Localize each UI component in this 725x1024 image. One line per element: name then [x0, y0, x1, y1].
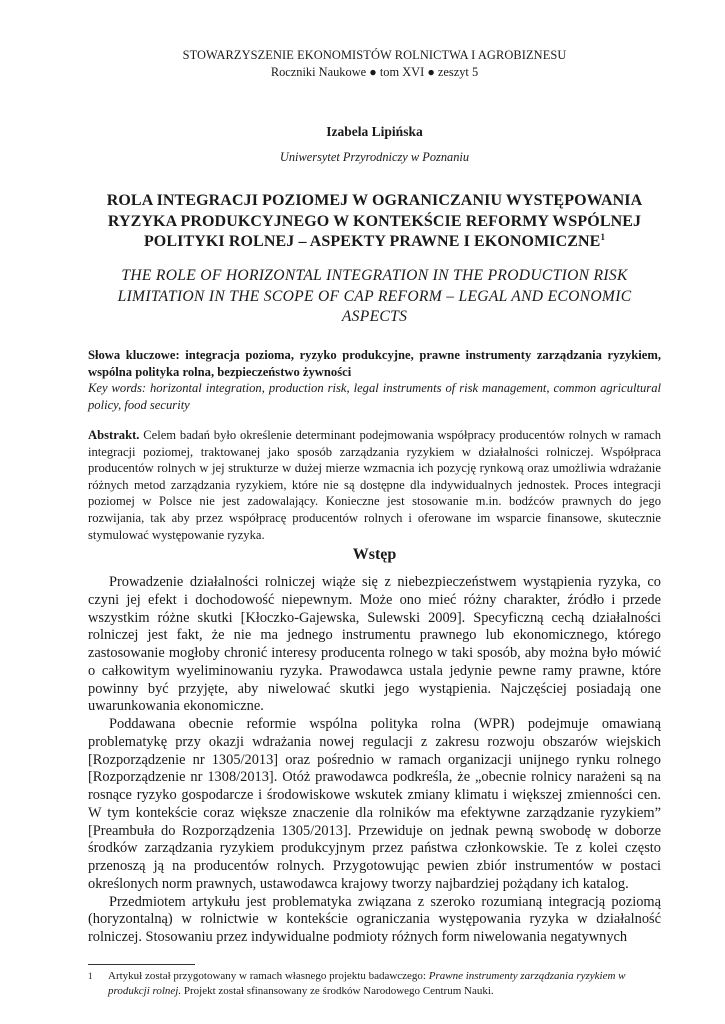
- footnote-number: 1: [88, 971, 93, 981]
- abstract: [88, 427, 661, 543]
- journal-publisher: STOWARZYSZENIE EKONOMISTÓW ROLNICTWA I AGROBIZNESU: [182, 48, 567, 62]
- title-english-line-1: THE ROLE OF HORIZONTAL INTEGRATION IN THE PRODUCTION RISK: [121, 267, 628, 284]
- abstract-label: Abstrakt.: [88, 428, 140, 442]
- footnote-project-title: Prawne instrumenty zarządzania ryzykiem w produkcji rolnej.: [108, 970, 626, 997]
- title-footnote-mark[interactable]: 1: [600, 232, 606, 242]
- title-polish-line-3-text: POLITYKI ROLNEJ – ASPEKTY PRAWNE I EKONOMICZNE: [143, 233, 601, 250]
- paragraph: Poddawana obecnie reformie wspólna polityka rolna (WPR) podejmuje omawianą problematykę przy okazji wdrażania nowej regulacji z zakresu rozwoju obszarów wiejskich [Rozporządzenie nr 1305/2013] oraz pośrednio w ramach organizacji unijnego rynku rolnego [Rozporządzenie nr 1308/2013]. Otóż prawodawca podkreśla, że „obecnie rolnicy narażeni są na rosnące ryzyko gospodarcze i środowiskowe wskutek zmiany klimatu i większej zmienności cen. W tym kontekście coraz większe znaczenie dla rolników ma efektywne zarządzanie ryzykiem” [Preambuła do Rozporządzenia 1305/2013]. Przewiduje on jednak pewną swobodę w doborze środków zarządzania ryzykiem produkcyjnym przez państwa członkowskie. Te z kolei często przenoszą ją na producentów rolnych. Przygotowując pewien zbiór instrumentów w postaci określonych norm prawnych, ustawodawca krajowy tworzy najbardziej pożądany ich katalog.: [88, 716, 661, 892]
- keywords-english: Key words: horizontal integration, production risk, legal instruments of risk management, common agricultural policy, food security: [88, 381, 661, 412]
- footnote-text: [88, 969, 661, 999]
- title-polish-line-1: ROLA INTEGRACJI POZIOMEJ W OGRANICZANIU WYSTĘPOWANIA: [106, 192, 643, 209]
- footnote: [88, 969, 661, 999]
- keywords-polish: Słowa kluczowe: integracja pozioma, ryzyko produkcyjne, prawne instrumenty zarządzania ryzykiem, wspólna polityka rolna, bezpieczeństwo żywności: [88, 348, 661, 379]
- paragraph: Prowadzenie działalności rolniczej wiąże się z niebezpieczeństwem wystąpienia ryzyka, co czyni jej efekt i dochodowość niepewnym. Może ono mieć różny charakter, źródło i przede wszystkim różne skutki [Kłoczko-Gajewska, Sulewski 2009]. Specyficzną cechą działalności rolniczej jest fakt, że nie ma jednego instrumentu prawnego lub ekonomicznego, którego zastosowanie mogłoby chronić interesy producenta rolnego w taki sposób, aby można było mówić o całkowitym wyeliminowaniu ryzyka. Prawodawca ustala jedynie pewne ramy prawne, które powinny być przyjęte, aby niwelować skutki jego wystąpienia. Najczęściej posiadają one uwarunkowania ekonomiczne.: [88, 574, 661, 715]
- author-affiliation: Uniwersytet Przyrodniczy w Poznaniu: [279, 150, 470, 164]
- title-english-line-2: LIMITATION IN THE SCOPE OF CAP REFORM – LEGAL AND ECONOMIC: [117, 287, 632, 305]
- footnote-rule: [88, 964, 195, 965]
- author-name: Izabela Lipińska: [326, 124, 423, 139]
- title-polish-line-2: RYZYKA PRODUKCYJNEGO W KONTEKŚCIE REFORMY WSPÓLNEJ: [107, 212, 642, 230]
- footnote-text-b: Projekt został sfinansowany ze środków Narodowego Centrum Nauki.: [181, 985, 494, 997]
- paragraph: Przedmiotem artykułu jest problematyka związana z szeroko rozumianą integracją poziomą (horyzontalną) w rolnictwie w kontekście ograniczania występowania ryzyka w działalność rolniczej. Stosowaniu przez indywidualne podmioty różnych form niwelowania negatywnych: [88, 893, 661, 945]
- title-english: [88, 266, 661, 328]
- body-text: [88, 574, 661, 947]
- section-heading: Wstęp: [352, 546, 397, 563]
- footnote-text-a: Artykuł został przygotowany w ramach własnego projektu badawczego:: [108, 970, 429, 982]
- title-polish: [88, 191, 661, 253]
- journal-volume: Roczniki Naukowe ● tom XVI ● zeszyt 5: [270, 65, 479, 79]
- abstract-text: Celem badań było określenie determinant podejmowania współpracy producentów rolnych w ramach integracji poziomej, traktowanej jako sposób zarządzania ryzykiem w działalności rolniczej. Współpraca producentów rolnych w jej strukturze w dużej mierze wzmacnia ich pozycję rynkową oraz umożliwia wdrażanie różnych metod zarządzania ryzykiem, które nie są dostępne dla indywidualnych jednostek. Proces integracji poziomej w Polsce nie jest zadowalający. Konieczne jest stosowanie m.in. bodźców prawnych do jego rozwijania, tak aby przez współpracę producentów rolnych i oferowane im wsparcie finansowe, skutecznie stymulować występowanie ryzyka.: [88, 428, 661, 542]
- title-polish-line-3: [88, 232, 661, 253]
- title-english-line-3: ASPECTS: [341, 308, 408, 325]
